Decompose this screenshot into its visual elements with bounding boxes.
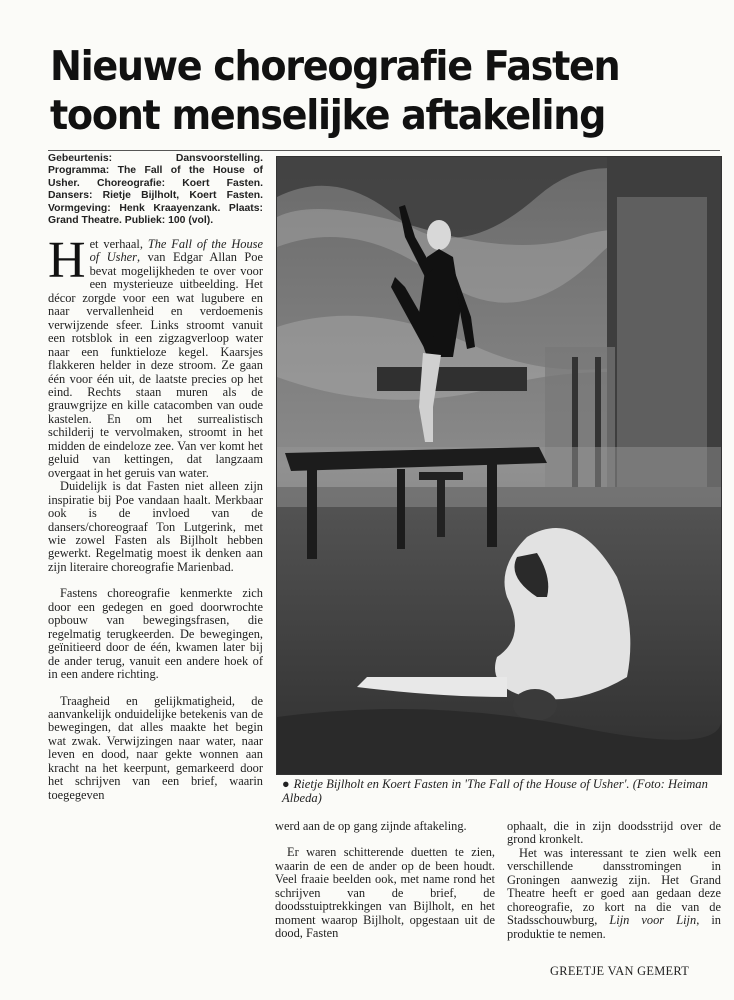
infobox-label: Gebeurtenis: [48,153,113,164]
article-paragraph-4: Traagheid en gelijkmatigheid, de aanvankelijk onduidelijke betekenis van de bewegingen, dat alles maakte het begin wat zwak. Verwijzingen naar water, naar leven en dood, naar gekte wonnen aan kracht na het keerpunt, gemarkeerd door het schrijven van een brief, waarin toegegeven [48,693,263,802]
headline-divider [48,150,720,151]
caption-text: Rietje Bijlholt en Koert Fasten in 'The Fall of the House of Usher'. (Foto: Heiman Albeda) [282,777,708,805]
book-title: The Fall of the House of Usher [89,237,264,265]
headline-line-2: toont menselijke aftakeling [50,91,606,139]
infobox-text: Dansvoorstelling. Programma: The Fall of the House of Usher. Choreografie: Koert Fasten. Dansers: Rietje Bijlholt, Koert Fasten. Vormgeving: Henk Kraayenzank. Plaats: Grand Theatre. Publiek: 100 (vol). [48,153,263,227]
article-paragraph-5: werd aan de op gang zijnde aftakeling. [275,819,467,833]
article-column-1 [48,232,264,802]
performance-photo-illustration [277,157,721,774]
article-paragraph-3: Fastens choreografie kenmerkte zich door een gedegen en goed doorwrochte opbouw van bewegingsfrasen, die regelmatig terugkeerden. De bewegingen, geïnitieerd door de één, kwamen later bij de ander terug, vanuit een andere hoek of in een andere richting. [48,586,263,682]
drop-cap: H [48,232,86,289]
event-infobox [48,153,263,227]
article-paragraph-8: Het was interessant te zien welk een verschillende dansstromingen in Groningen aanwezig zijn. Het Grand Theatre heeft er goed aan gedaan deze choreografie, zo kort na die van de Stadsschouwburg, Lijn voor Lijn, in produktie te nemen. [507,845,721,941]
headline-line-1: Nieuwe choreografie Fasten [50,42,620,90]
article-column-3 [507,820,721,941]
photo-caption [282,777,722,805]
article-paragraph-1: Het verhaal, The Fall of the House of Usher, van Edgar Allan Poe bevat mogelijkheden te over voor een mysterieuze uitbeelding. Het décor zorgde voor een wat lugubere en naar vervallenheid en verdoemenis verwijzende sfeer. Links stroomt vanuit een rotsblok in een zigzagverloop water naar een funktieloze kegel. Kaarsjes flakkeren helder in deze stroom. Ze gaan één voor één uit, de laatste precies op het eind. Rechts staan muren als de grauwgrijze en kille catacomben van oude kastelen. En om het surrealistisch schilderij te vervolmaken, stroomt in het midden de eindeloze zee. Van ver komt het geluid van kettingen, dat langzaam overgaat in het geruis van water. [48,232,264,480]
caption-bullet-icon: ● [282,777,290,791]
production-title: Lijn voor Lijn [609,913,697,928]
performance-photo [276,156,722,775]
article-column-2 [275,820,495,941]
article-paragraph-6: Er waren schitterende duetten te zien, waarin de een de ander op de been houdt. Veel fraaie beelden ook, met name rond het schrijven van de brief, de doodsstuiptrekkingen van Bijlholt, en het moment waarop Bijlholt, opgestaan uit de dood, Fasten [275,845,495,941]
article-paragraph-2: Duidelijk is dat Fasten niet alleen zijn inspiratie bij Poe vandaan haalt. Merkbaar ook is de invloed van de dansers/choreograaf Ton Lutgerink, met wie zowel Fasten als Bijlholt hebben gewerkt. Regelmatig moest ik denken aan zijn literaire choreografie Marienbad. [48,479,263,574]
author-byline: GREETJE VAN GEMERT [550,964,690,978]
article-paragraph-7: ophaalt, die in zijn doodsstrijd over de grond kronkelt. [507,819,721,847]
headline [50,42,690,140]
